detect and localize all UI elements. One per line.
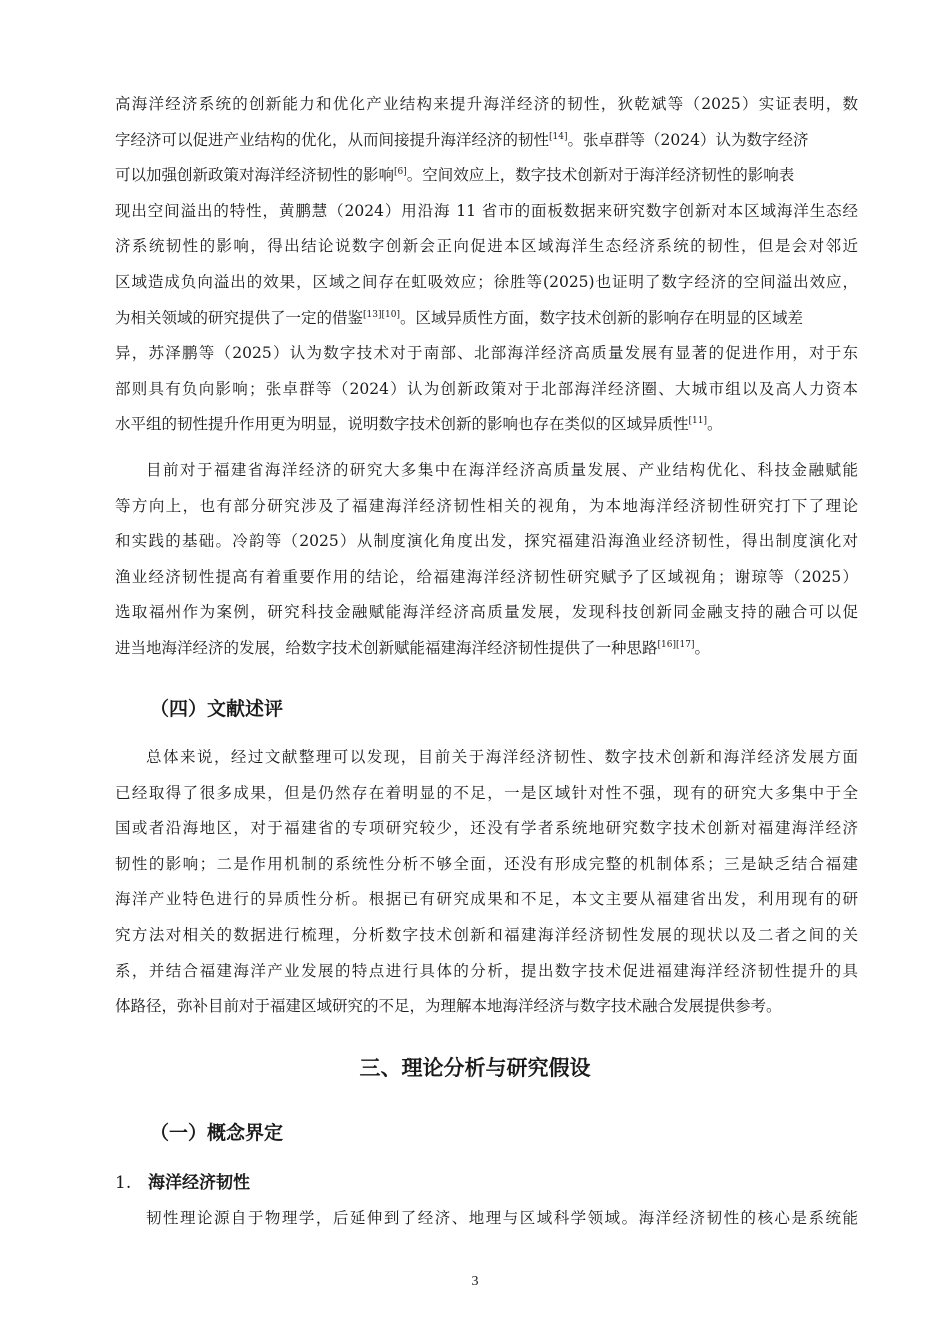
heading-number: 1.	[115, 1173, 132, 1193]
citation: [14]	[549, 131, 568, 142]
text-line: 异，苏泽鹏等（2025）认为数字技术对于南部、北部海洋经济高质量发展有显著的促进作用，对于东	[115, 344, 858, 363]
page-number: 3	[471, 1274, 479, 1289]
citation: [6]	[394, 167, 407, 178]
text-line: 国或者沿海地区，对于福建省的专项研究较少，还没有学者系统地研究数字技术创新对福建海洋经济	[115, 819, 858, 838]
text-line: 系，并结合福建海洋产业发展的特点进行具体的分析，提出数字技术促进福建海洋经济韧性提升的具	[115, 961, 858, 980]
text-line: 等方向上，也有部分研究涉及了福建海洋经济韧性相关的视角，为本地海洋经济韧性研究打下了理论	[115, 496, 858, 515]
text-line: 现出空间溢出的特性，黄鹏慧（2024）用沿海 11 省市的面板数据来研究数字创新对本区域海洋生态经	[115, 201, 858, 220]
text-line: 渔业经济韧性提高有着重要作用的结论，给福建海洋经济韧性研究赋予了区域视角；谢琼等（2025）	[115, 567, 858, 586]
text-line: 韧性的影响；二是作用机制的系统性分析不够全面，还没有形成完整的机制体系；三是缺乏结合福建	[115, 854, 858, 873]
citation: [13][10]	[363, 309, 400, 320]
paragraph-resilience-theory	[115, 1201, 858, 1237]
heading-title: 海洋经济韧性	[148, 1173, 250, 1193]
text-line: 济系统韧性的影响，得出结论说数字创新会正向促进本区域海洋生态经济系统的韧性，但是会对邻近	[115, 237, 858, 256]
paragraph-review-summary	[115, 740, 858, 1025]
paragraph-spatial-effects	[115, 87, 858, 443]
text-line: 部则具有负向影响；张卓群等（2024）认为创新政策对于北部海洋经济圈、大城市组以及高人力资本	[115, 379, 858, 398]
text-line: 海洋产业特色进行的异质性分析。根据已有研究成果和不足，本文主要从福建省出发，利用现有的研	[115, 890, 858, 909]
text-line: 已经取得了很多成果，但是仍然存在着明显的不足，一是区域针对性不强，现有的研究大多集中于全	[115, 783, 858, 802]
text-line: 总体来说，经过文献整理可以发现，目前关于海洋经济韧性、数字技术创新和海洋经济发展方面	[146, 748, 858, 766]
heading-literature-review: （四）文献述评	[150, 698, 284, 720]
citation: [11]	[688, 416, 707, 427]
text-line: 选取福州作为案例，研究科技金融赋能海洋经济高质量发展，发现科技创新同金融支持的融合可以促	[115, 603, 858, 622]
text-line: 目前对于福建省海洋经济的研究大多集中在海洋经济高质量发展、产业结构优化、科技金融赋能	[146, 461, 858, 479]
text-line: 和实践的基础。冷韵等（2025）从制度演化角度出发，探究福建沿海渔业经济韧性，得出制度演化对	[115, 532, 858, 551]
text-line: 为相关领域的研究提供了一定的借鉴[13][10]。区域异质性方面，数字技术创新的影响存在明显的区域差	[115, 308, 803, 327]
heading-marine-economic-resilience	[115, 1168, 250, 1193]
paragraph-fujian-research	[115, 453, 858, 667]
text-line: 韧性理论源自于物理学，后延伸到了经济、地理与区域科学领域。海洋经济韧性的核心是系统能	[146, 1209, 858, 1227]
section-heading: 三、理论分析与研究假设	[359, 1056, 591, 1080]
text-line: 字经济可以促进产业结构的优化，从而间接提升海洋经济的韧性[14]。张卓群等（2024）认为数字经济	[115, 130, 809, 149]
text-line: 可以加强创新政策对海洋经济韧性的影响[6]。空间效应上，数字技术创新对于海洋经济韧性的影响表	[115, 166, 795, 185]
text-line: 区域造成负向溢出的效果，区域之间存在虹吸效应；徐胜等(2025)也证明了数字经济的空间溢出效应，	[115, 272, 858, 291]
text-line: 水平组的韧性提升作用更为明显，说明数字技术创新的影响也存在类似的区域异质性[11]。	[115, 415, 723, 434]
heading-concept-definition: （一）概念界定	[150, 1122, 284, 1144]
text-line: 体路径，弥补目前对于福建区域研究的不足，为理解本地海洋经济与数字技术融合发展提供参考。	[115, 997, 782, 1016]
citation: [16][17]	[657, 639, 695, 650]
text-line: 进当地海洋经济的发展，给数字技术创新赋能福建海洋经济韧性提供了一种思路[16][17]。	[115, 638, 710, 657]
text-line: 高海洋经济系统的创新能力和优化产业结构来提升海洋经济的韧性，狄乾斌等（2025）实证表明，数	[115, 95, 858, 113]
text-line: 究方法对相关的数据进行梳理，分析数字技术创新和福建海洋经济韧性发展的现状以及二者之间的关	[115, 925, 858, 944]
